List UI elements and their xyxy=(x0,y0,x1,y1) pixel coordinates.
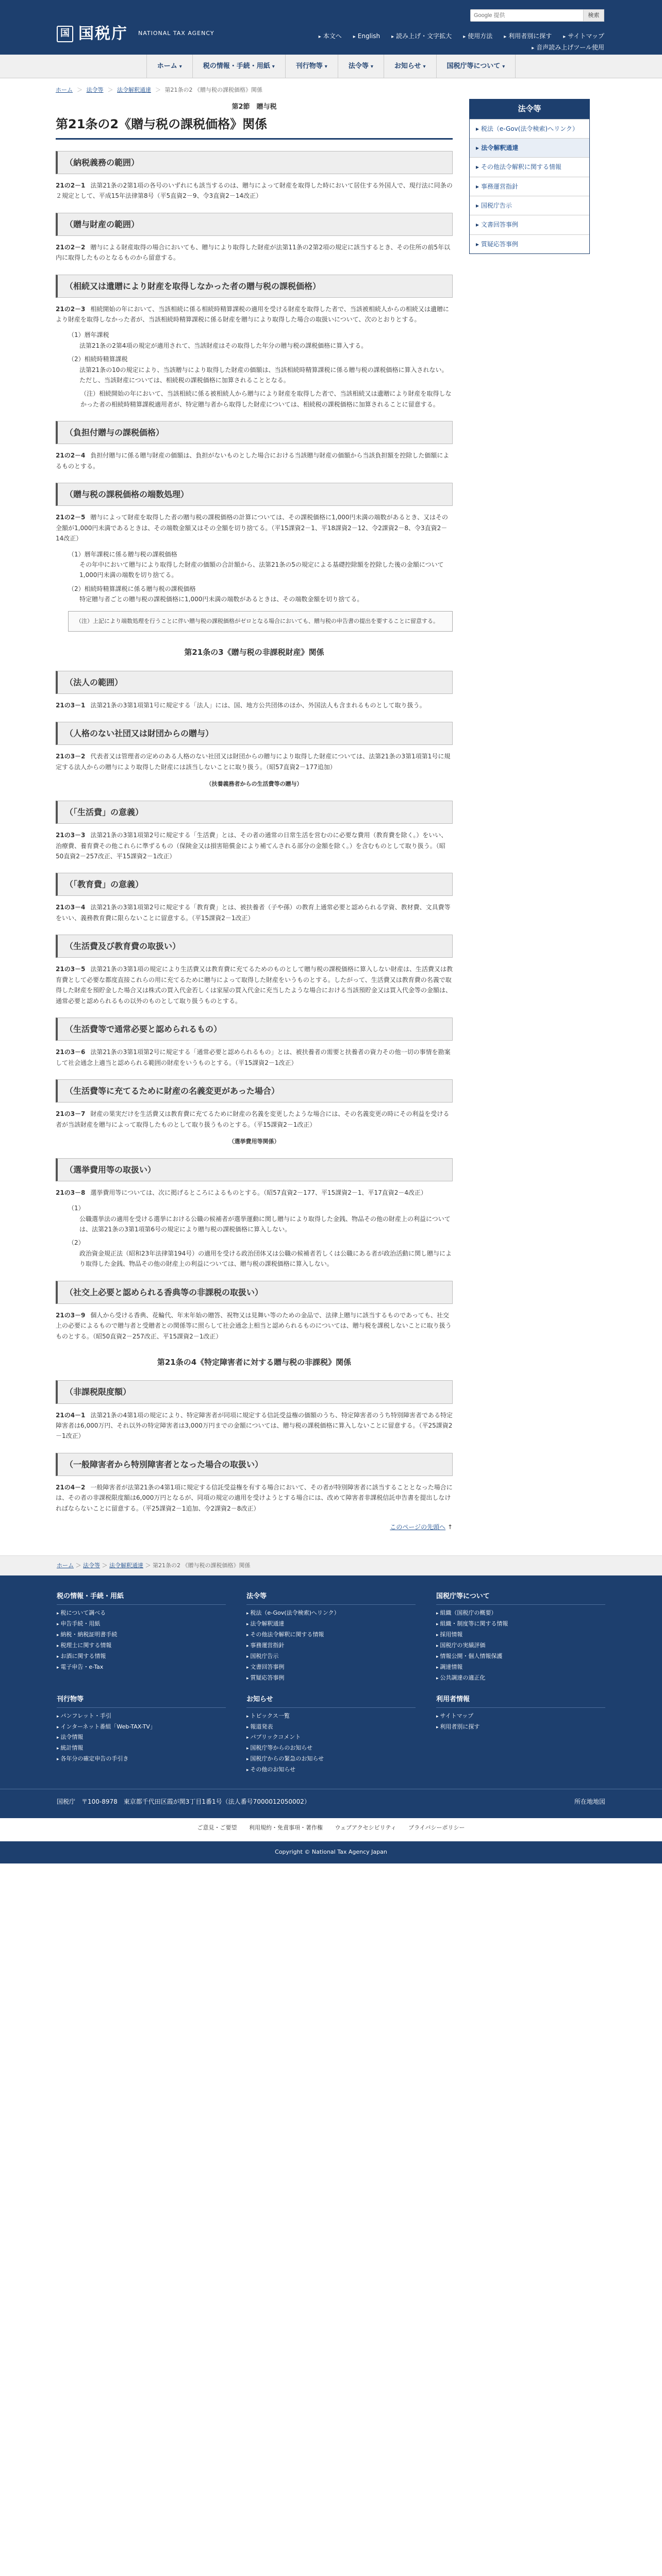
breadcrumb: ホーム ＞ 法令等 ＞ 法令解釈通達 ＞ 第21条の2 《贈与税の課税価格》関係 xyxy=(56,87,262,93)
article-text: 贈与による財産取得の場合においても、贈与により取得した財産が法第11条の2第2項の規定に該当するとき、その住所の前5年以内に取得したものとなるものから留意する。 xyxy=(56,243,451,262)
global-nav xyxy=(0,55,662,78)
logo-mark-icon: 国 xyxy=(57,26,73,42)
article-paragraph xyxy=(56,751,453,772)
nav-item-home[interactable]: ホーム ▾ xyxy=(146,55,192,78)
article-text: 一般障害者が法第21条の4第1項に規定する信託受益権を有する場合において、その者が特別障害者に該当することとなった場合には、その者の非課税限度額は6,000万円となるが、同項の規定の適用を受けようとする場合には、改めて障害者非課税信託申告書を提出しなければならないことに留意する。（平25課資2－1追加、令2課資2－8改正） xyxy=(56,1483,453,1512)
nav-item-publications[interactable]: 刊行物等 ▾ xyxy=(285,55,338,78)
subtitle-article-21-3: 第21条の3《贈与税の非課税財産》関係 xyxy=(184,648,324,657)
section-heading: （生活費及び教育費の取扱い） xyxy=(56,935,453,958)
section-heading: （納税義務の範囲） xyxy=(56,151,453,174)
site-header xyxy=(0,0,662,55)
sub-item-text: 法第21条の2第4項の規定が適用されて、当該財産はその取得した年分の贈与税の課税価格に算入する。 xyxy=(79,342,368,349)
footer-link[interactable]: ▸ 質疑応答事例 xyxy=(246,1673,416,1684)
copyright: Copyright © National Tax Agency Japan xyxy=(0,1841,662,1863)
footer-link[interactable]: ▸ 各年分の確定申告の手引き xyxy=(57,1754,226,1765)
logo-text: 国税庁 xyxy=(78,25,128,43)
util-link-sitemap[interactable]: ▸ サイトマップ xyxy=(563,31,604,41)
section-heading: （社交上必要と認められる香典等の非課税の取扱い） xyxy=(56,1281,453,1304)
section-heading: （人格のない社団又は財団からの贈与） xyxy=(56,722,453,745)
footer-link[interactable]: ▸ 納税・納税証明書手続 xyxy=(57,1630,226,1640)
article-paragraph xyxy=(56,830,453,861)
footer-link[interactable]: ▸ 電子申告・e-Tax xyxy=(57,1662,226,1673)
util-link-read-aloud[interactable] xyxy=(532,42,604,53)
sub-item-title: 暦年課税 xyxy=(84,331,109,339)
footer-column-title[interactable]: 税の情報・手続・用紙 xyxy=(57,1591,226,1605)
footer-link[interactable]: ▸ 統計情報 xyxy=(57,1743,226,1754)
footer-link[interactable]: ▸ インターネット番組「Web-TAX-TV」 xyxy=(57,1722,226,1733)
breadcrumb-circulars[interactable]: 法令解釈通達 xyxy=(117,87,151,93)
section-heading: （法人の範囲） xyxy=(56,671,453,694)
util-link-usage[interactable]: ▸ 使用方法 xyxy=(463,31,492,41)
chapter-heading: 第2節 贈与税 xyxy=(231,103,277,111)
article-number: 21の3－3 xyxy=(56,832,86,839)
footer-link-terms[interactable]: 利用規約・免責事項・著作権 xyxy=(249,1824,323,1832)
article-text: 法第21条の2第1項の各号のいずれにも該当するのは、贈与によって財産を取得した時において居住する外国人で、現行法に同条の２規定として、平成15年法律第8号（平5直資2－9、令3直資2－14改正） xyxy=(56,181,453,200)
page-top-link[interactable]: このページの先頭へ ↑ xyxy=(390,1523,453,1531)
footer-link[interactable]: ▸ 組織・制度等に関する情報 xyxy=(436,1619,605,1630)
article-paragraph xyxy=(56,902,453,923)
footer-link-columns xyxy=(0,1575,662,1789)
footer-column xyxy=(246,1591,416,1683)
sub-item-label: （2） xyxy=(68,355,85,363)
sub-item-text: 特定贈与者ごとの贈与税の課税価格に1,000円未満の端数があるときは、その端数金額を切り捨てる。 xyxy=(79,596,363,603)
footer-link[interactable]: ▸ 採用情報 xyxy=(436,1630,605,1640)
util-link-read-aloud-label[interactable]: ▸ 音声読み上げツール使用 xyxy=(532,44,604,51)
article-paragraph xyxy=(56,1109,453,1130)
footer-link[interactable]: ▸ パンフレット・手引 xyxy=(57,1711,226,1722)
footer-column xyxy=(436,1591,605,1683)
sub-item-label: （1） xyxy=(68,550,85,558)
footer-link[interactable]: ▸ 文書回答事例 xyxy=(246,1662,416,1673)
breadcrumb-laws[interactable]: 法令等 xyxy=(86,87,104,93)
footer-link[interactable]: ▸ 国税庁からの緊急のお知らせ xyxy=(246,1754,416,1765)
sub-item-text: その年中において贈与により取得した財産の価額の合計額から、法第21条の5の規定による基礎控除額を控除した後の金額について1,000円未満の端数を切り捨てる。 xyxy=(79,561,444,579)
footer-address: 国税庁 〒100-8978 東京都千代田区霞が関3丁目1番1号（法人番号7000012050002） xyxy=(57,1798,310,1805)
side-item-other-info[interactable]: ▸ その他法令解釈に関する情報 xyxy=(470,157,589,176)
footer-link[interactable]: ▸ 国税庁告示 xyxy=(246,1651,416,1662)
footer-link[interactable]: ▸ 税理士に関する情報 xyxy=(57,1640,226,1651)
sub-item-title: 相続時精算課税 xyxy=(84,355,128,363)
site-footer xyxy=(0,1555,662,1863)
sub-item-label: （1） xyxy=(68,1205,85,1212)
sub-item xyxy=(68,354,453,385)
footer-map-link[interactable]: 所在地地図 xyxy=(574,1798,605,1805)
article-text: 法第21条の3第1項第1号に規定する「法人」には、国、地方公共団体のほか、外国法人も含まれるものとして取り扱う。 xyxy=(90,701,426,709)
article-number: 21の4－1 xyxy=(56,1411,86,1419)
footer-link[interactable]: ▸ 公共調達の適正化 xyxy=(436,1673,605,1684)
sub-item xyxy=(68,549,453,581)
article-text: 負担付贈与に係る贈与財産の価額は、負担がないものとした場合における当該贈与財産の価額から当該負担額を控除した価額によるものとする。 xyxy=(56,452,450,470)
article-text: 法第21条の3第1項の規定により生活費又は教育費に充てるためのものとして贈与税の課税価格に算入しない財産は、生活費又は教育費として必要な都度直接これらの用に充てるために贈与によって取得した財産をいうものとする。したがって、生活費又は教育費の名義で取得した財産を預貯金した場合又は株式の買入代金若しくは家屋の買入代金に充当したような場合における当該預貯金又は買入代金等の金額は、通常必要と認められるもの以外のものとして取り扱うものとする。 xyxy=(56,965,453,1005)
footer-link[interactable]: ▸ 税について調べる xyxy=(57,1608,226,1619)
nav-item-news[interactable]: お知らせ ▾ xyxy=(384,55,436,78)
sub-item-title: 相続時精算課税に係る贈与税の課税価格 xyxy=(84,585,196,592)
sub-note: （注）相続開始の年において、当該相続に係る被相続人から贈与により財産を取得した者で、当該相続又は遺贈により財産を取得しなかった者の相続時精算課税適用者が、特定贈与者から取得した財産については、相続税の課税価格に加算されることに留意する。 xyxy=(80,390,452,408)
nav-item-laws[interactable]: 法令等 ▾ xyxy=(338,55,384,78)
section-heading: （「生活費」の意義） xyxy=(56,801,453,824)
article-text: 法第21条の4第1項の規定により、特定障害者が同項に規定する信託受益権の価額のうち、特定障害者のうち特別障害者である特定障害者は6,000万円、それ以外の特定障害者は3,000万円までの金額については、贈与税の課税価格に算入しないことに留意する。（平25課資2－1改正） xyxy=(56,1411,453,1440)
article-text: 財産の果実だけを生活費又は教育費に充てるために財産の名義を変更したような場合には、その名義変更の時にその利益を受ける者が当該財産を贈与によって取得したものとして取り扱うものとする。（平15課資2－1改正） xyxy=(56,1110,450,1128)
footer-link[interactable]: ▸ 法令情報 xyxy=(57,1732,226,1743)
article-number: 21の3－8 xyxy=(56,1189,86,1196)
article-number: 21の2－4 xyxy=(56,452,86,460)
nav-item-about[interactable]: 国税庁等について ▾ xyxy=(436,55,516,78)
article-paragraph xyxy=(56,1188,453,1198)
section-heading: （生活費等に充てるために財産の名義変更があった場合） xyxy=(56,1079,453,1103)
site-logo[interactable] xyxy=(57,21,214,47)
article-number: 21の3－1 xyxy=(56,701,86,709)
footer-link[interactable]: ▸ 申告手続・用紙 xyxy=(57,1619,226,1630)
footer-link-accessibility[interactable]: ウェブアクセシビリティ xyxy=(335,1824,396,1832)
side-nav-title: 法令等 xyxy=(470,99,589,119)
article-number: 21の3－5 xyxy=(56,965,86,973)
article-text: 贈与によって財産を取得した者の贈与税の課税価格の計算については、その課税価格に1,000円未満の端数があるとき、又はその全額が1,000円未満であるときは、その端数金額又はその全額を切り捨てる。（平15課資2－1、平18課資2－12、令2課資2－8、令3直資2－14改正） xyxy=(56,514,449,543)
article-number: 21の3－9 xyxy=(56,1311,86,1319)
article-text: 法第21条の3第1項第2号に規定する「教育費」とは、被扶養者（子や孫）の教育上通常必要と認められる学資、教材費、文具費等をいい、義務教育費に限らないことに留意する。（平15課資2－1改正） xyxy=(56,904,451,922)
article-text: 個人から受ける香典、花輪代、年末年始の贈答、祝物又は見舞い等のための金品で、法律上贈与に該当するものであっても、社交上の必要によるもので贈与者と受贈者との関係等に照らして社会通念上相当と認められるものについては、贈与税を課税しないことに取り扱うものとする。（昭50直資2－257改正、平15課資2－1改正） xyxy=(56,1311,452,1340)
footer-breadcrumb-current: 第21条の2 《贈与税の課税価格》関係 xyxy=(153,1562,251,1569)
side-item-circulars[interactable]: ▸ 法令解釈通達 xyxy=(470,138,589,157)
section-heading: （一般障害者から特別障害者となった場合の取扱い） xyxy=(56,1453,453,1476)
section-heading: （贈与税の課税価格の端数処理） xyxy=(56,483,453,506)
side-item-notices[interactable]: ▸ 国税庁告示 xyxy=(470,196,589,215)
footer-column-title[interactable]: お知らせ xyxy=(246,1694,416,1708)
subheading-election-expenses: （選挙費用等関係） xyxy=(228,1138,280,1145)
side-item-document-answers[interactable]: ▸ 文書回答事例 xyxy=(470,215,589,234)
section-heading: （「教育費」の意義） xyxy=(56,873,453,896)
footer-link[interactable]: ▸ 税法（e-Gov(法令検索)へリンク） xyxy=(246,1608,416,1619)
article-paragraph xyxy=(56,180,453,201)
article-text: 相続開始の年において、当該相続に係る相続時精算課税の適用を受ける財産を取得した者で、当該被相続人からの相続又は遺贈により財産を取得しなかった者が、当該相続時精算課税に係る財産を贈与により取得した場合の取扱いについて、次のとおりとする。 xyxy=(56,305,449,324)
article-text: 選挙費用等については、次に掲げるところによるものとする。（昭57直資2－177、平15課資2－1、平17直資2－4改正） xyxy=(90,1189,427,1196)
footer-column-title[interactable]: 利用者情報 xyxy=(436,1694,605,1708)
util-link-accessibility[interactable]: ▸ 読み上げ・文字拡大 xyxy=(391,31,452,41)
section-group-5 xyxy=(56,1380,453,1514)
footer-link-feedback[interactable]: ご意見・ご要望 xyxy=(197,1824,237,1832)
sub-item-text: 公職選挙法の適用を受ける選挙における公職の候補者が選挙運動に関し贈与により取得した金銭、物品その他の財産上の利益については、法第21条の3第1項第6号の規定により贈与税の課税価格に算入しない。 xyxy=(79,1215,451,1233)
article-paragraph xyxy=(56,304,453,325)
article-paragraph xyxy=(56,964,453,1006)
sub-item-text: 法第21条の10の規定により、当該贈与により取得した財産の価額は、当該相続時精算課税に係る贈与税の課税価格に算入されない。ただし、当該財産については、相続税の課税価格に加算されることとなる。 xyxy=(79,366,448,384)
note-box: （注）上記により端数処理を行うことに伴い贈与税の課税価格がゼロとなる場合においても、贈与税の申告書の提出を要することに留意する。 xyxy=(68,611,453,632)
article-paragraph xyxy=(56,1410,453,1442)
side-item-tax-law[interactable]: ▸ 税法（e-Gov(法令検索)へリンク） xyxy=(470,119,589,138)
search-button[interactable]: 検索 xyxy=(584,9,604,22)
sub-item xyxy=(68,584,453,605)
section-group-2 xyxy=(56,671,453,773)
footer-column xyxy=(436,1694,605,1775)
article-text: 代表者又は管理者の定めのある人格のない社団又は財団からの贈与により取得した財産については、法第21条の3第1項第1号に規定する法人からの贈与により取得した財産には該当しないことに取り扱う。（昭57直資2－177追加） xyxy=(56,753,451,771)
sub-item xyxy=(68,1238,453,1269)
footer-link[interactable]: ▸ サイトマップ xyxy=(436,1711,605,1722)
nav-item-tax-info[interactable]: 税の情報・手続・用紙 ▾ xyxy=(192,55,285,78)
section-heading: （選挙費用等の取扱い） xyxy=(56,1158,453,1181)
footer-link[interactable]: ▸ パブリックコメント xyxy=(246,1732,416,1743)
sub-item-label: （1） xyxy=(68,331,85,339)
footer-link-privacy[interactable]: プライバシーポリシー xyxy=(408,1824,465,1832)
side-nav-box xyxy=(469,99,590,254)
page-title: 第21条の2《贈与税の課税価格》関係 xyxy=(56,114,453,140)
footer-bottom-links xyxy=(0,1818,662,1841)
main-content xyxy=(56,86,453,1543)
footer-column-title[interactable]: 法令等 xyxy=(246,1591,416,1605)
footer-link[interactable]: ▸ 事務運営指針 xyxy=(246,1640,416,1651)
article-paragraph xyxy=(56,1047,453,1068)
logo-en-text: NATIONAL TAX AGENCY xyxy=(138,30,214,37)
article-number: 21の4－2 xyxy=(56,1483,86,1491)
footer-link[interactable]: ▸ 法令解釈通達 xyxy=(246,1619,416,1630)
sub-item xyxy=(68,330,453,351)
footer-column-title[interactable]: 刊行物等 xyxy=(57,1694,226,1708)
page-top-label[interactable]: このページの先頭へ xyxy=(390,1523,446,1531)
side-item-guidelines[interactable]: ▸ 事務運営指針 xyxy=(470,177,589,196)
article-number: 21の2－5 xyxy=(56,514,86,521)
sub-item-text: 政治資金規正法（昭和23年法律第194号）の適用を受ける政治団体又は公職の候補者若しくは公職にある者が政治活動に関し贈与により取得した金銭、物品その他の財産上の利益については、贈与税の課税価格に算入しない。 xyxy=(79,1249,452,1268)
section-group-3 xyxy=(56,801,453,1130)
section-group-1 xyxy=(56,151,453,632)
footer-link[interactable]: ▸ 情報公開・個人情報保護 xyxy=(436,1651,605,1662)
footer-link[interactable]: ▸ 報道発表 xyxy=(246,1722,416,1733)
footer-breadcrumb-laws[interactable]: 法令等 xyxy=(83,1562,100,1569)
footer-link[interactable]: ▸ トピックス一覧 xyxy=(246,1711,416,1722)
footer-link[interactable]: ▸ その他のお知らせ xyxy=(246,1765,416,1775)
footer-column-title[interactable]: 国税庁等について xyxy=(436,1591,605,1605)
footer-breadcrumb: ホーム ＞ 法令等 ＞ 法令解釈通達 ＞ 第21条の2 《贈与税の課税価格》関係 xyxy=(0,1555,662,1576)
side-nav xyxy=(469,86,590,1543)
section-heading: （非課税限度額） xyxy=(56,1380,453,1403)
util-link-main[interactable]: ▸ 本文へ xyxy=(319,31,342,41)
site-search xyxy=(470,9,604,22)
footer-column xyxy=(57,1591,226,1683)
article-number: 21の3－7 xyxy=(56,1110,86,1118)
footer-column xyxy=(57,1694,226,1775)
article-number: 21の2－1 xyxy=(56,181,86,189)
sub-item-label: （2） xyxy=(68,1239,85,1247)
article-paragraph xyxy=(56,450,453,471)
article-number: 21の2－3 xyxy=(56,305,86,313)
footer-breadcrumb-home[interactable]: ホーム xyxy=(57,1562,74,1569)
breadcrumb-current: 第21条の2 《贈与税の課税価格》関係 xyxy=(164,87,262,93)
article-paragraph xyxy=(56,700,453,710)
side-item-qa-cases[interactable]: ▸ 質疑応答事例 xyxy=(470,234,589,253)
section-heading: （贈与財産の範囲） xyxy=(56,213,453,236)
util-link-by-user[interactable]: ▸ 利用者別に探す xyxy=(504,31,552,41)
section-heading: （生活費等で通常必要と認められるもの） xyxy=(56,1018,453,1041)
footer-link[interactable]: ▸ お酒に関する情報 xyxy=(57,1651,226,1662)
footer-link[interactable]: ▸ その他法令解釈に関する情報 xyxy=(246,1630,416,1640)
sub-item-label: （2） xyxy=(68,585,85,592)
footer-link[interactable]: ▸ 組織（国税庁の概要） xyxy=(436,1608,605,1619)
section-heading: （負担付贈与の課税価格） xyxy=(56,421,453,444)
article-text: 法第21条の3第1項第2号に規定する「生活費」とは、その者の通常の日常生活を営むのに必要な費用（教育費を除く。）をいい、治療費、養育費その他これらに準ずるもの（保険金又は損害賠償金により補てんされる部分の金額を除く。）を含むものとして取り扱う。（昭50直資2－257改正、平15課資2－1改正） xyxy=(56,832,448,860)
article-paragraph xyxy=(56,242,453,263)
article-text: 法第21条の3第1項第2号に規定する「通常必要と認められるもの」とは、被扶養者の需要と扶養者の資力その他一切の事情を勘案して社会通念上適当と認められる範囲の財産をいうものとする。（平15課資2－1改正） xyxy=(56,1048,451,1066)
util-link-english[interactable]: ▸ English xyxy=(353,31,380,41)
breadcrumb-home[interactable]: ホーム xyxy=(56,87,73,93)
article-number: 21の3－2 xyxy=(56,753,86,760)
article-number: 21の3－6 xyxy=(56,1048,86,1056)
search-input[interactable] xyxy=(470,9,584,22)
subheading-living-expenses: （扶養義務者からの生活費等の贈与） xyxy=(206,781,303,788)
footer-link[interactable]: ▸ 国税庁等からのお知らせ xyxy=(246,1743,416,1754)
footer-link[interactable]: ▸ 利用者別に探す xyxy=(436,1722,605,1733)
subtitle-article-21-4: 第21条の4《特定障害者に対する贈与税の非課税》関係 xyxy=(157,1357,352,1367)
article-number: 21の3－4 xyxy=(56,904,86,911)
footer-link[interactable]: ▸ 調達情報 xyxy=(436,1662,605,1673)
article-paragraph xyxy=(56,1310,453,1342)
article-number: 21の2－2 xyxy=(56,243,86,251)
footer-breadcrumb-circulars[interactable]: 法令解釈通達 xyxy=(109,1562,143,1569)
article-paragraph xyxy=(56,1482,453,1514)
section-heading: （相続又は遺贈により財産を取得しなかった者の贈与税の課税価格） xyxy=(56,275,453,298)
footer-link[interactable]: ▸ 国税庁の実績評価 xyxy=(436,1640,605,1651)
sub-item xyxy=(68,1203,453,1234)
utility-links xyxy=(319,31,604,41)
footer-address-bar xyxy=(0,1789,662,1818)
footer-column xyxy=(246,1694,416,1775)
article-paragraph xyxy=(56,512,453,544)
sub-item-title: 暦年課税に係る贈与税の課税価格 xyxy=(84,550,177,558)
section-group-4 xyxy=(56,1158,453,1342)
